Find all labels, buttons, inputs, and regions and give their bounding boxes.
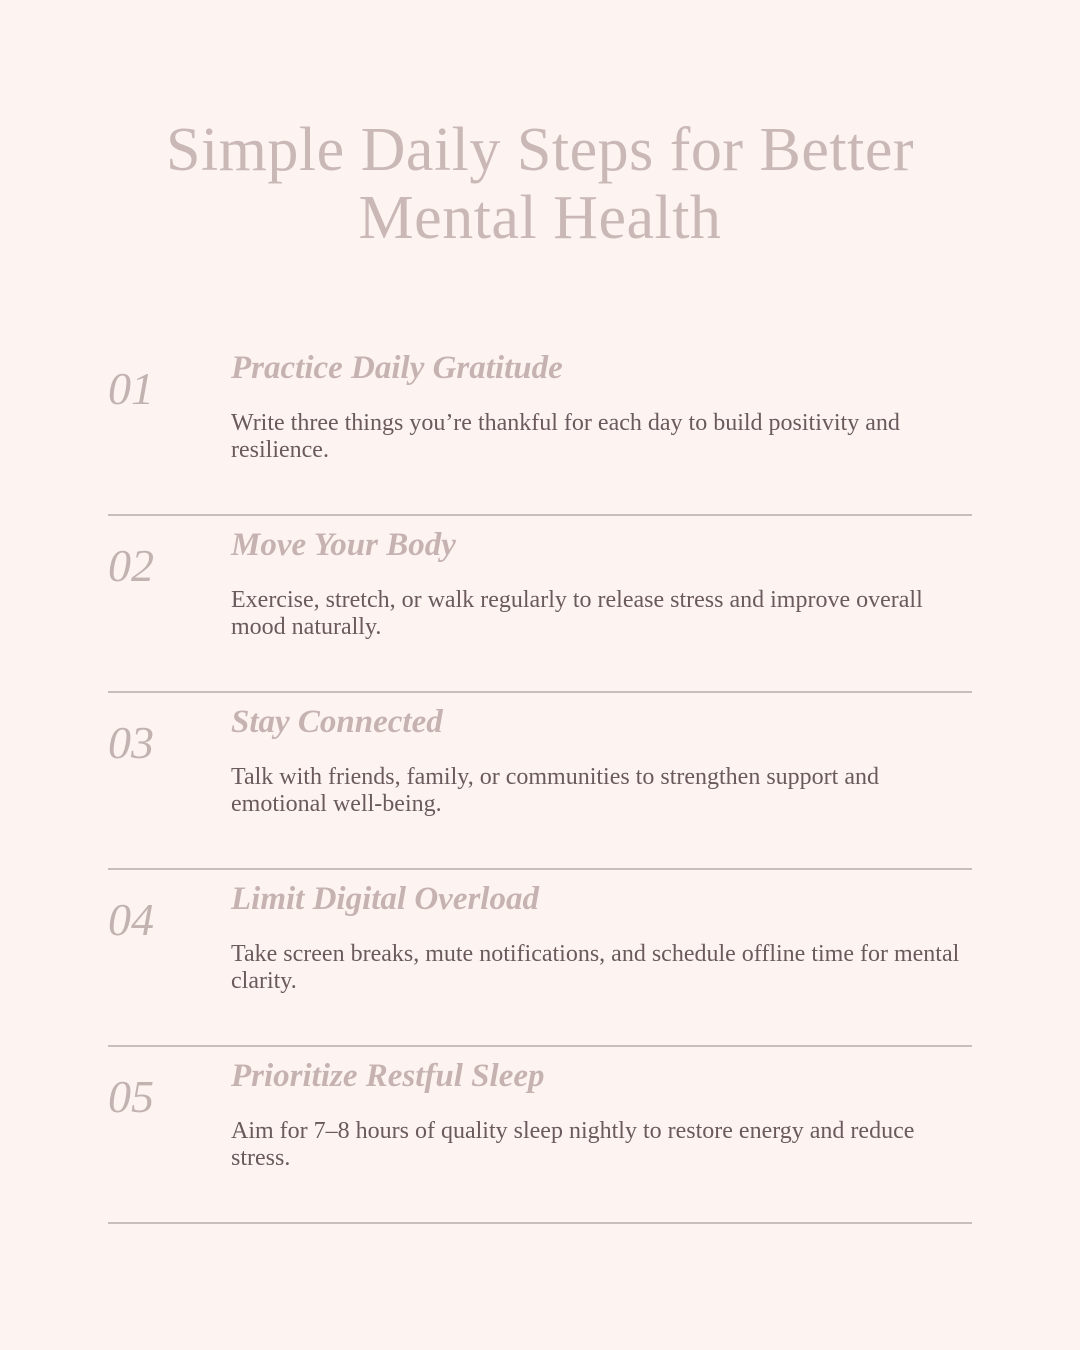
step-title: Prioritize Restful Sleep [231, 1058, 545, 1094]
step-description: Exercise, stretch, or walk regularly to release stress and improve overall mood naturally. [231, 587, 923, 640]
step-number: 01 [108, 363, 154, 414]
page-title-line-1: Simple Daily Steps for Better [165, 116, 915, 184]
step-description: Write three things you’re thankful for each day to build positivity and resilience. [231, 410, 900, 463]
step-number: 05 [108, 1071, 154, 1122]
step-title: Practice Daily Gratitude [231, 350, 563, 386]
steps-list [108, 340, 972, 1224]
list-item-step-2 [108, 517, 972, 693]
page-title-line-2: Mental Health [358, 184, 722, 252]
step-description: Talk with friends, family, or communities to strengthen support and emotional well-being. [231, 764, 879, 817]
list-item-step-1 [108, 340, 972, 516]
list-item-step-4 [108, 871, 972, 1047]
step-description: Take screen breaks, mute notifications, and schedule offline time for mental clarity. [231, 941, 960, 994]
step-number: 03 [108, 717, 154, 768]
list-item-step-5 [108, 1048, 972, 1224]
step-number: 04 [108, 894, 154, 945]
page-title [0, 116, 1080, 252]
step-description: Aim for 7–8 hours of quality sleep nightly to restore energy and reduce stress. [231, 1118, 915, 1171]
list-item-step-3 [108, 694, 972, 870]
step-number: 02 [108, 540, 154, 591]
step-title: Move Your Body [231, 527, 456, 563]
step-title: Limit Digital Overload [231, 881, 539, 917]
step-title: Stay Connected [231, 704, 443, 740]
